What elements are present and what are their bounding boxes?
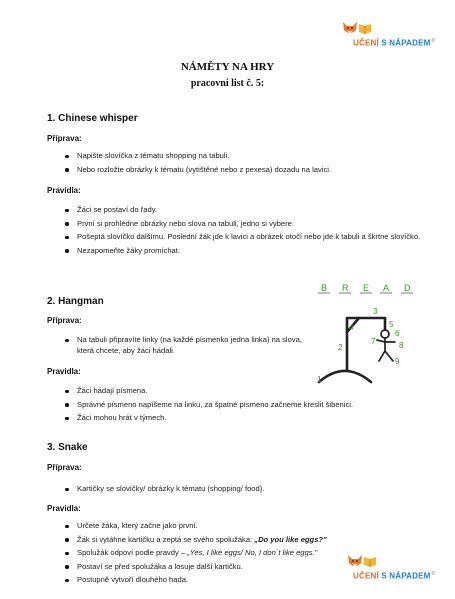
pravidla-label: Pravidla: — [47, 367, 81, 376]
pravidla-label: Pravidla: — [47, 504, 81, 513]
priprava-label: Příprava: — [47, 463, 82, 472]
priprava-list — [63, 151, 423, 175]
logo-bottom-text: UČENÍ S NÁPADEM® — [353, 571, 436, 581]
hangman-drawing — [313, 274, 431, 388]
step-number: 7 — [371, 337, 376, 346]
page-subtitle: pracovní list č. 5: — [190, 78, 265, 89]
step-number: 5 — [389, 320, 394, 329]
pravidla-label: Pravidla: — [47, 186, 81, 195]
list-item: Správné písmeno napíšeme na linku, za špatné písmeno začneme kreslit šibenici. — [63, 400, 423, 411]
section-heading-hangman: 2. Hangman — [47, 296, 104, 307]
quote-text: „Yes, I like eggs/ No, I don´t like eggs." — [187, 548, 318, 557]
section-heading-chinese-whisper: 1. Chinese whisper — [47, 113, 138, 124]
list-item: Žáci hádají písmena. — [63, 386, 423, 397]
list-item-text: Spolužák odpoví podle pravdy – — [77, 548, 188, 557]
step-number: 4 — [349, 323, 354, 332]
logo-top — [340, 18, 372, 38]
letter: R — [342, 283, 349, 293]
step-number: 2 — [338, 343, 343, 352]
list-item — [63, 535, 423, 546]
list-item: Kartičky se slovíčky/ obrázky k tématu (shopping/ food). — [63, 484, 423, 495]
list-item: První si prohlédne obrázky nebo slova na tabuli, jedno si vybere. — [63, 219, 423, 230]
list-item: Určete žáka, který začne jako první. — [63, 521, 423, 532]
logo-bottom — [345, 551, 377, 571]
list-item: Žáci mohou hrát v týmech. — [63, 413, 423, 424]
priprava-list — [63, 484, 423, 495]
letter: B — [321, 283, 328, 293]
list-item: Postaví se před spolužáka a losuje další kartičku. — [63, 562, 423, 573]
step-number: 9 — [395, 357, 400, 366]
priprava-list — [63, 335, 303, 356]
step-number: 3 — [373, 307, 378, 316]
fox-icon — [340, 18, 360, 38]
list-item: Pošeptá slovíčko dalšímu. Poslední žák jde k lavici a obrázek otočí nebo jde k tabuli a škrtne slovíčko. — [63, 232, 423, 243]
list-item-text: Žák si vytáhne kartičku a zeptá se svého spolužáka: — [77, 534, 255, 544]
letter: E — [363, 283, 370, 293]
list-item: Napište slovíčka z tématu shopping na tabuli. — [63, 151, 423, 162]
pravidla-list — [63, 386, 423, 424]
logo-top-text: UČENÍ S NÁPADEM® — [353, 38, 436, 48]
list-item: Postupně vytvoří dlouhého hada. — [63, 575, 423, 586]
list-item: Nezapomeňte žáky promíchat. — [63, 246, 423, 257]
priprava-label: Příprava: — [47, 316, 82, 325]
letter: A — [383, 283, 390, 293]
book-icon — [358, 21, 372, 35]
letter: D — [404, 283, 411, 293]
list-item: Na tabuli připravíte linky (na každé písmenko jedna linka) na slova, která chcete, aby žáci hádali. — [63, 335, 303, 356]
step-number: 8 — [399, 341, 404, 350]
book-icon — [363, 554, 377, 568]
step-number: 6 — [395, 329, 400, 338]
fox-icon — [345, 551, 365, 571]
section-heading-snake: 3. Snake — [47, 442, 88, 453]
step-number: 1 — [317, 375, 322, 384]
page-title: NÁMĚTY NA HRY — [180, 61, 275, 73]
list-item: Žáci se postaví do řady. — [63, 205, 423, 216]
priprava-label: Příprava: — [47, 134, 82, 143]
pravidla-list — [63, 205, 423, 256]
quote-text: „Do you like eggs?" — [254, 534, 327, 544]
list-item: Nebo rozložte obrázky k tématu (vytištěné nebo z pexesa) dozadu na lavici. — [63, 165, 423, 176]
